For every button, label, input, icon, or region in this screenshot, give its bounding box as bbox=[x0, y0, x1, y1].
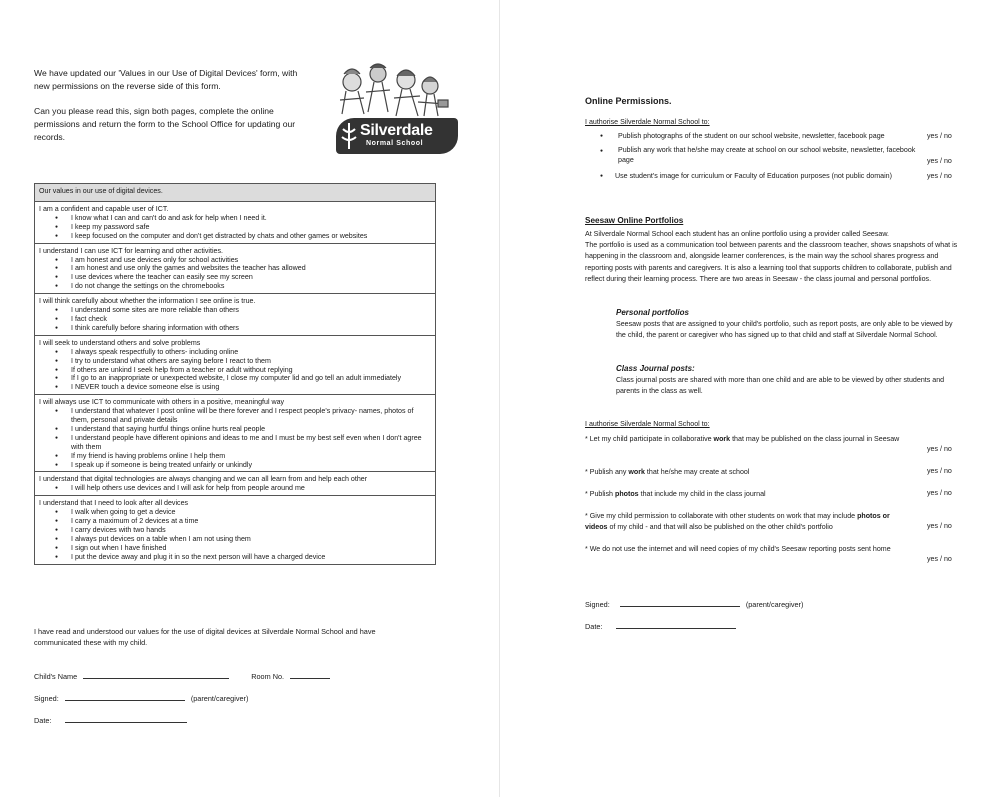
seesaw-item-text-part: Give my child permission to collaborate with other students on work that may include bbox=[589, 512, 858, 520]
left-signed-label: Signed: bbox=[34, 694, 59, 703]
logo-name: Silverdale bbox=[360, 122, 433, 139]
asterisk: * bbox=[585, 545, 590, 553]
intro-text bbox=[34, 67, 314, 156]
values-item: ● I speak up if someone is being treated unfairly or unkindly bbox=[71, 461, 431, 470]
seesaw-authorise-heading: I authorise Silverdale Normal School to: bbox=[585, 420, 710, 428]
class-journal-text: Class journal posts are shared with more than one child and are able to be viewed by other students and parents in the class as well. bbox=[616, 376, 945, 396]
values-item: ● I carry devices with two hands bbox=[71, 526, 431, 535]
online-item-3-yesno[interactable]: yes / no bbox=[927, 172, 952, 180]
values-section-heading: I will seek to understand others and solve problems bbox=[39, 338, 201, 347]
values-item: ● I will help others use devices and I will ask for help from people around me bbox=[71, 484, 431, 493]
right-date-label: Date: bbox=[585, 622, 603, 631]
online-item-1-text: Publish photographs of the student on our school website, newsletter, facebook page bbox=[618, 132, 885, 140]
values-item: ● I do not change the settings on the chromebooks bbox=[71, 282, 431, 291]
values-statement: I have read and understood our values for the use of digital devices at Silverdale Normal School and have communicated these with my child. bbox=[34, 627, 376, 647]
asterisk: * bbox=[585, 490, 590, 498]
values-section bbox=[35, 336, 435, 395]
left-signature-field[interactable] bbox=[65, 692, 185, 701]
online-item-2-yesno[interactable]: yes / no bbox=[927, 157, 952, 165]
left-date-field[interactable] bbox=[65, 714, 187, 723]
bullet: ● bbox=[600, 133, 604, 139]
values-section-heading: I understand I can use ICT for learning and other activities. bbox=[39, 246, 224, 255]
bullet: ● bbox=[600, 148, 604, 154]
values-section bbox=[35, 244, 435, 295]
values-item: ● I walk when going to get a device bbox=[71, 508, 431, 517]
children-illustration-icon bbox=[330, 62, 450, 120]
values-item: ● I understand that saying hurtful things online hurts real people bbox=[71, 425, 431, 434]
values-item: ● I am honest and use devices only for school activities bbox=[71, 256, 431, 265]
left-parent-label: (parent/caregiver) bbox=[190, 694, 249, 703]
logo-badge bbox=[336, 118, 458, 154]
seesaw-item-bold-part: photos or videos bbox=[585, 512, 890, 531]
personal-portfolios-title: Personal portfolios bbox=[616, 308, 689, 317]
values-section-heading: I am a confident and capable user of ICT. bbox=[39, 205, 169, 213]
values-section bbox=[35, 202, 435, 244]
childs-name-row bbox=[34, 670, 330, 682]
class-journal-title: Class Journal posts: bbox=[616, 364, 695, 373]
right-signed-label: Signed: bbox=[585, 600, 610, 609]
room-no-label: Room No. bbox=[251, 672, 285, 681]
values-section-heading: I will always use ICT to communicate with others in a positive, meaningful way bbox=[39, 398, 285, 407]
online-item-1-yesno[interactable]: yes / no bbox=[927, 132, 952, 140]
seesaw-item-text-part: that include my child in the class journal bbox=[638, 490, 766, 498]
seesaw-item-text-part: We do not use the internet and will need copies of my child's Seesaw reporting posts sent home bbox=[589, 545, 891, 553]
left-signed-row bbox=[34, 692, 248, 704]
values-item: ● I understand some sites are more reliable than others bbox=[71, 306, 431, 315]
seesaw-item-text-part: Publish any bbox=[589, 468, 629, 476]
online-permissions-title: Online Permissions. bbox=[585, 96, 672, 106]
seesaw-item-1-yesno[interactable]: yes / no bbox=[927, 445, 952, 453]
values-item: ● If others are unkind I seek help from a teacher or adult without replying bbox=[71, 366, 431, 375]
online-item-3-text: Use student's image for curriculum or Faculty of Education purposes (not public domain) bbox=[615, 172, 892, 180]
values-item: ● I think carefully before sharing information with others bbox=[71, 324, 431, 333]
childs-name-label: Child's Name bbox=[34, 672, 78, 681]
values-section-heading: I understand that I need to look after all devices bbox=[39, 499, 189, 508]
values-item: ● If I go to an inappropriate or unexpected website, I close my computer lid and go tell an adult immediately bbox=[71, 374, 431, 383]
asterisk: * bbox=[585, 512, 590, 520]
online-item-2-text: Publish any work that he/she may create at school on our school website, newsletter, facebook page bbox=[618, 146, 916, 164]
values-item: ● I always speak respectfully to others- including online bbox=[71, 348, 431, 357]
seesaw-item-5-yesno[interactable]: yes / no bbox=[927, 555, 952, 563]
values-item: ● I understand people have different opinions and ideas to me and I must be my best self even when I don't agree with them bbox=[71, 434, 431, 452]
right-signature-field[interactable] bbox=[620, 598, 740, 607]
seesaw-item-2-text bbox=[585, 467, 905, 478]
values-table bbox=[34, 183, 436, 565]
values-section bbox=[35, 294, 435, 336]
values-item: ● I understand that whatever I post online will be there forever and I respect people's privacy- names, photos of them, personal and private details bbox=[71, 407, 431, 425]
seesaw-item-bold-part: photos bbox=[614, 490, 639, 498]
seesaw-item-1-text bbox=[585, 434, 905, 445]
right-date-field[interactable] bbox=[616, 620, 736, 629]
values-item: ● I NEVER touch a device someone else is using bbox=[71, 383, 431, 392]
left-date-label: Date: bbox=[34, 716, 52, 725]
asterisk: * bbox=[585, 468, 590, 476]
bullet: ● bbox=[600, 173, 604, 179]
values-item: ● I keep my password safe bbox=[71, 223, 431, 232]
values-section bbox=[35, 496, 435, 563]
school-logo bbox=[322, 62, 460, 157]
seesaw-paragraph-1: At Silverdale Normal School each student has an online portfolio using a provider called Seesaw. bbox=[585, 230, 890, 238]
intro-paragraph-1: We have updated our 'Values in our Use of Digital Devices' form, with new permissions on the reverse side of this form. bbox=[34, 68, 298, 91]
values-section bbox=[35, 395, 435, 472]
seesaw-item-4-yesno[interactable]: yes / no bbox=[927, 522, 952, 530]
seesaw-item-text-part: that he/she may create at school bbox=[644, 468, 750, 476]
values-item: ● I put the device away and plug it in so the next person will have a charged device bbox=[71, 553, 431, 562]
values-item: ● I try to understand what others are saying before I react to them bbox=[71, 357, 431, 366]
seesaw-item-3-yesno[interactable]: yes / no bbox=[927, 489, 952, 497]
page-fold bbox=[499, 0, 500, 797]
values-section-heading: I will think carefully about whether the information I see online is true. bbox=[39, 297, 256, 306]
values-section bbox=[35, 472, 435, 496]
values-item: ● I sign out when I have finished bbox=[71, 544, 431, 553]
seesaw-item-2-yesno[interactable]: yes / no bbox=[927, 467, 952, 475]
logo-subtitle: Normal School bbox=[366, 140, 424, 147]
personal-portfolios-text: Seesaw posts that are assigned to your child's portfolio, such as report posts, are only able to be viewed by the child, the parent or caregiver who has signed up to that child and staff at Silverdale Normal School. bbox=[616, 320, 953, 340]
right-parent-label: (parent/caregiver) bbox=[745, 600, 804, 609]
values-item: ● If my friend is having problems online I help them bbox=[71, 452, 431, 461]
tree-mark-icon bbox=[340, 121, 358, 151]
seesaw-item-bold-part: work bbox=[713, 435, 731, 443]
values-item: ● I always put devices on a table when I am not using them bbox=[71, 535, 431, 544]
intro-paragraph-2: Can you please read this, sign both pages, complete the online permissions and return the form to the School Office for updating our records. bbox=[34, 106, 296, 142]
seesaw-title: Seesaw Online Portfolios bbox=[585, 216, 684, 225]
seesaw-item-text-part: Publish bbox=[589, 490, 615, 498]
seesaw-intro bbox=[585, 229, 967, 285]
values-item: ● I carry a maximum of 2 devices at a time bbox=[71, 517, 431, 526]
values-table-header: Our values in our use of digital devices. bbox=[35, 184, 435, 202]
values-item: ● I know what I can and can't do and ask for help when I need it. bbox=[71, 214, 431, 223]
room-no-field[interactable] bbox=[290, 670, 330, 679]
childs-name-field[interactable] bbox=[83, 670, 229, 679]
values-item: ● I use devices where the teacher can easily see my screen bbox=[71, 273, 431, 282]
seesaw-item-text-part: Let my child participate in collaborative bbox=[589, 435, 714, 443]
seesaw-item-bold-part: work bbox=[628, 468, 645, 476]
left-date-row bbox=[34, 714, 187, 726]
seesaw-item-5-text bbox=[585, 544, 905, 555]
asterisk: * bbox=[585, 435, 590, 443]
values-section-heading: I understand that digital technologies are always changing and we can all learn from and help each other bbox=[39, 475, 368, 484]
values-item: ● I keep focused on the computer and don't get distracted by chats and other games or websites bbox=[71, 232, 431, 241]
right-signed-row bbox=[585, 598, 803, 610]
seesaw-item-text-part: that may be published on the class journal in Seesaw bbox=[730, 435, 900, 443]
values-item: ● I am honest and use only the games and websites the teacher has allowed bbox=[71, 264, 431, 273]
seesaw-item-3-text bbox=[585, 489, 905, 500]
values-item: ● I fact check bbox=[71, 315, 431, 324]
seesaw-paragraph-2: The portfolio is used as a communication tool between parents and the classroom teacher, shows snapshots of what is happening in the classroom and, alongside learner conferences, is the main way the school shares progress and reporting posts with parents and caregivers. It is also a learning tool that supports children to collaborate, publish and reflect during their learning process. There are two areas in Seesaw - the class journal and personal portfolios. bbox=[585, 241, 958, 283]
seesaw-item-4-text bbox=[585, 511, 905, 533]
right-date-row bbox=[585, 620, 736, 632]
online-authorise-heading: I authorise Silverdale Normal School to: bbox=[585, 118, 710, 126]
seesaw-item-text-part: of my child - and that will also be published on the other child's portfolio bbox=[607, 523, 833, 531]
